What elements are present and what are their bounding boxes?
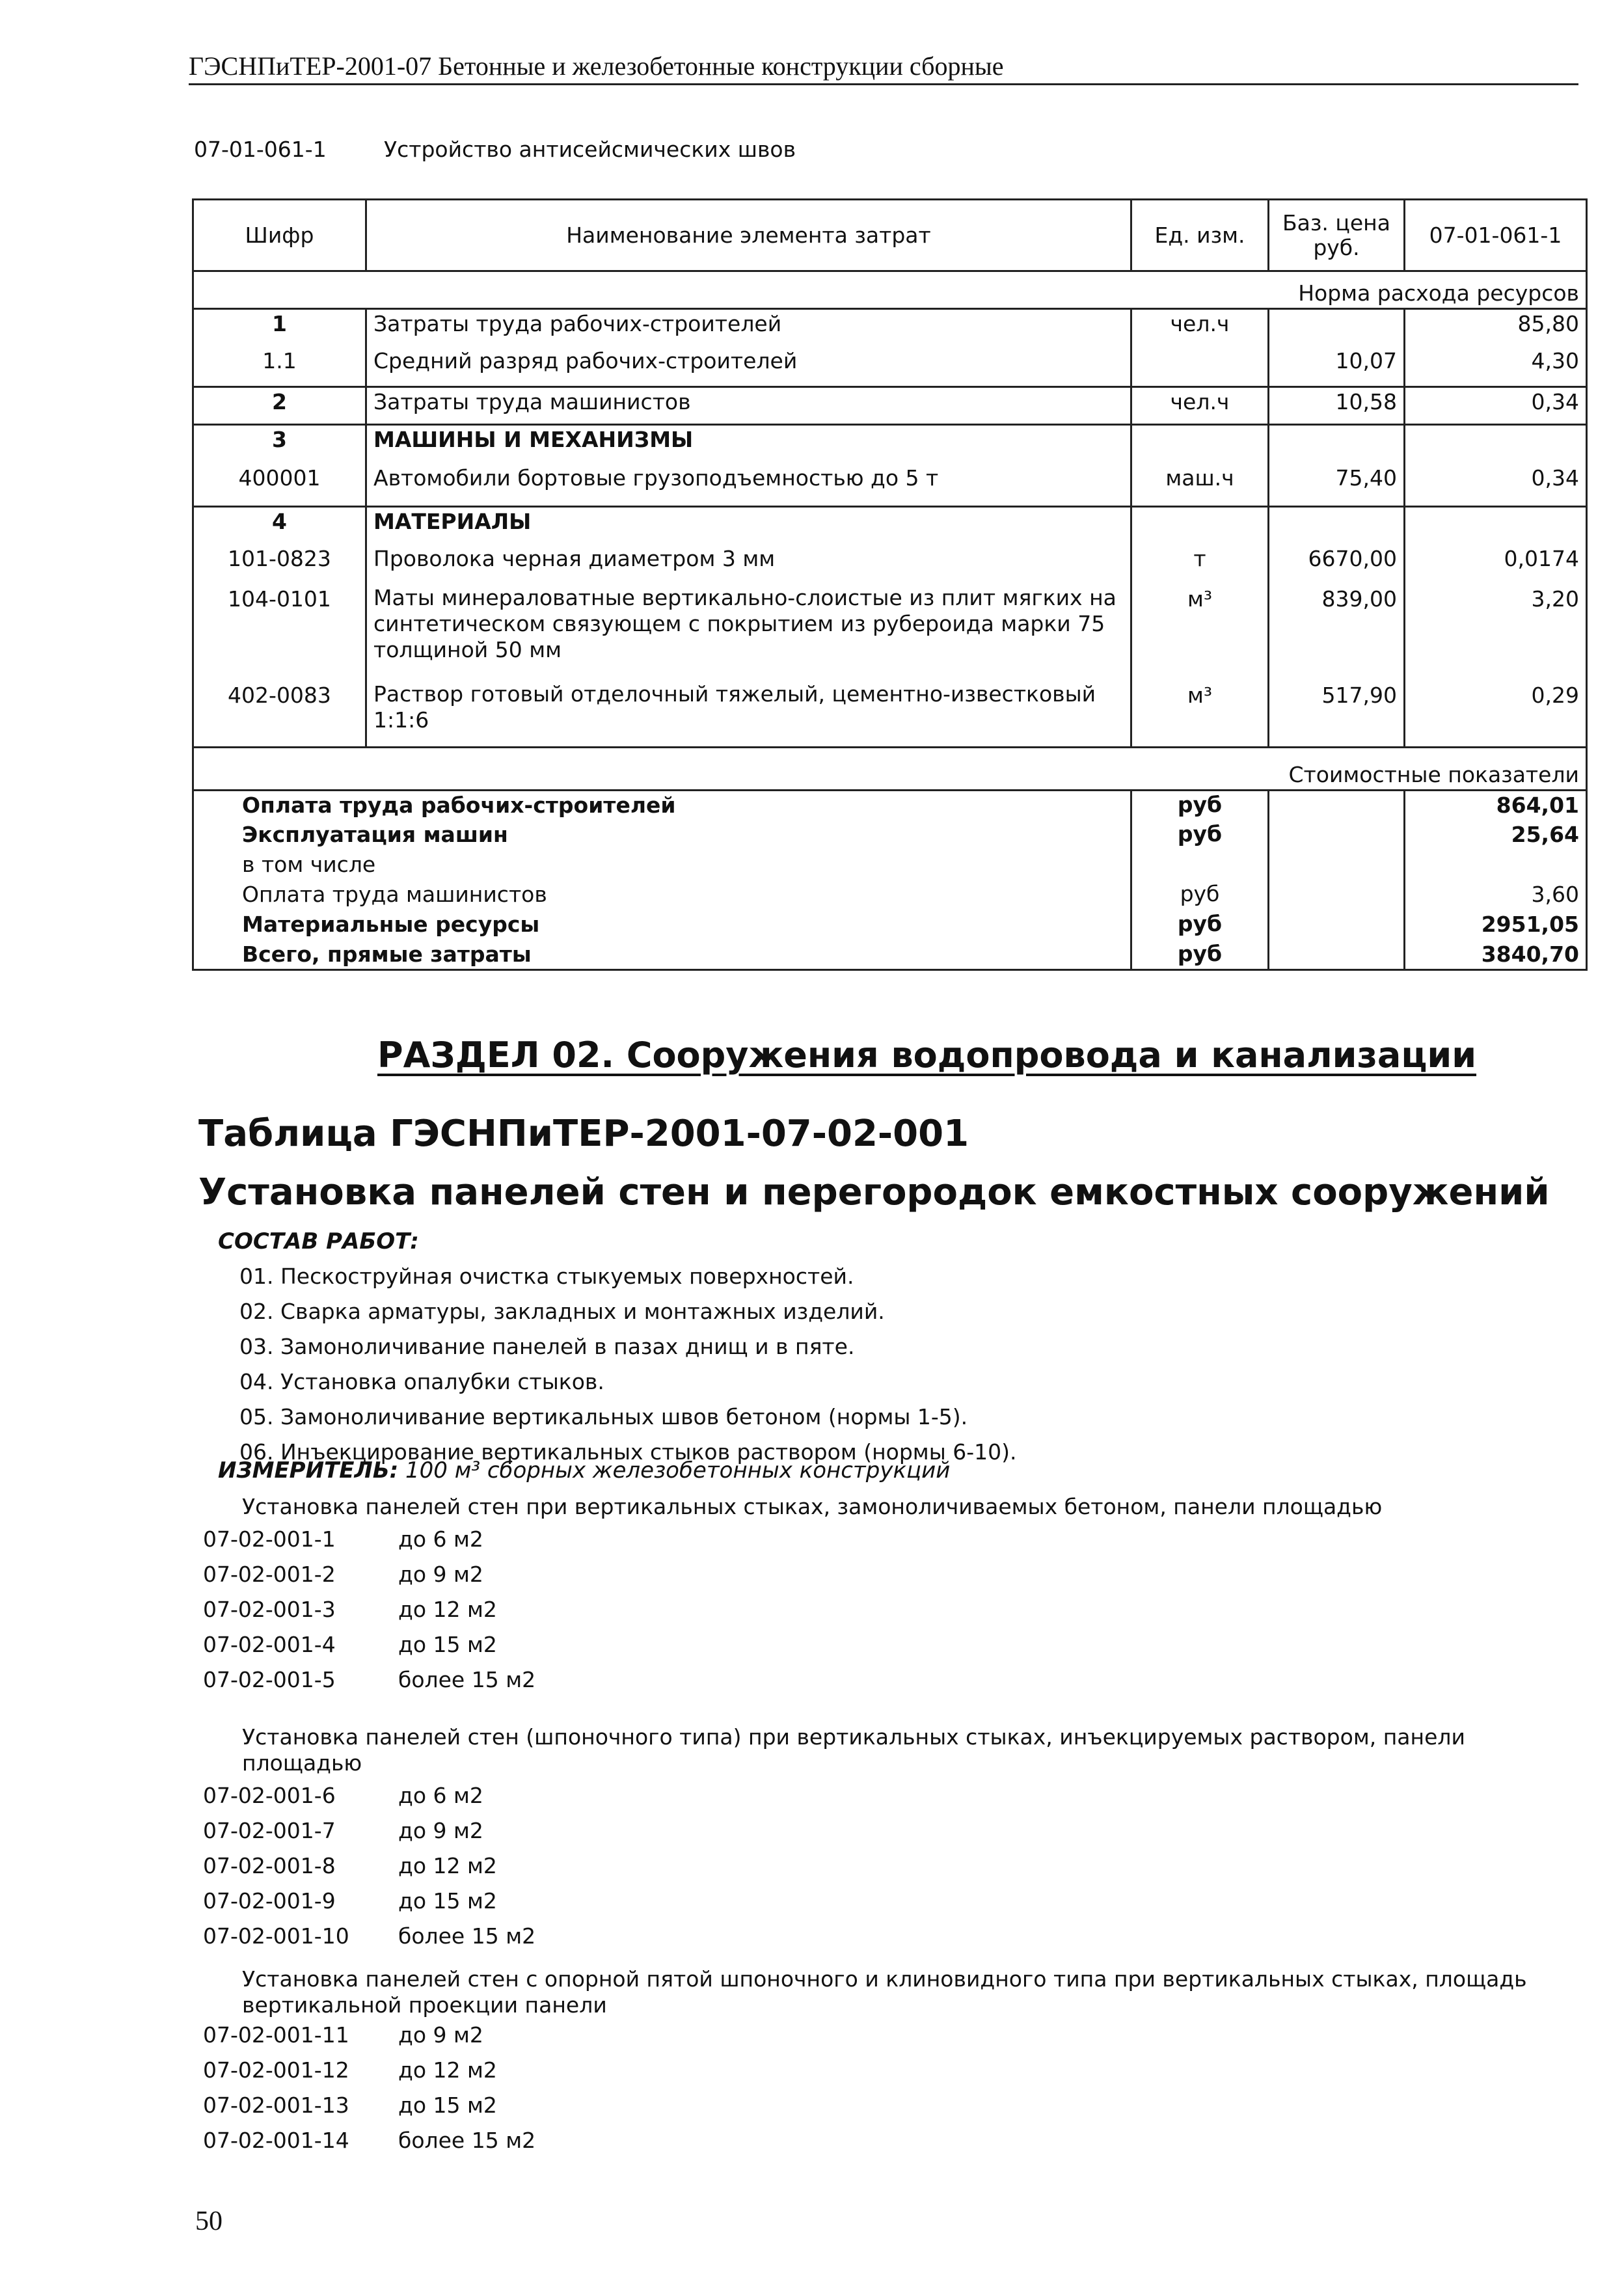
work-item: 01. Пескоструйная очистка стыкуемых поверхностей. <box>239 1264 854 1289</box>
table-row <box>193 585 1587 681</box>
cost-caption-row <box>193 748 1587 791</box>
norm-code-row <box>203 2057 658 2086</box>
row-name: Средний разряд рабочих-строителей <box>366 347 1131 387</box>
norm-code-row <box>203 1853 658 1882</box>
norm-code-row <box>203 1923 658 1952</box>
row-name: Проволока черная диаметром 3 мм <box>366 545 1131 585</box>
table-row <box>193 309 1587 347</box>
row-code: 400001 <box>193 464 366 507</box>
work-item: 02. Сварка арматуры, закладных и монтажных изделий. <box>239 1299 885 1324</box>
norm-range: до 15 м2 <box>398 1632 497 1657</box>
works-label: СОСТАВ РАБОТ: <box>218 1228 419 1254</box>
column-header-norm: 07-01-061-1 <box>1405 200 1587 271</box>
meter-line <box>218 1457 950 1483</box>
table-row <box>193 507 1587 545</box>
cost-value: 25,64 <box>1405 820 1587 850</box>
norm-code: 07-02-001-5 <box>203 1667 336 1692</box>
row-code: 104-0101 <box>193 585 366 681</box>
work-item: 04. Установка опалубки стыков. <box>239 1369 604 1394</box>
norm-caption: Норма расхода ресурсов <box>1269 271 1587 309</box>
work-item: 06. Инъекцирование вертикальных стыков раствором (нормы 6-10). <box>239 1439 1017 1465</box>
row-price: 6670,00 <box>1269 545 1405 585</box>
row-code: 1.1 <box>193 347 366 387</box>
cost-empty <box>1269 910 1405 940</box>
norm-range: до 12 м2 <box>398 1597 497 1622</box>
row-price <box>1269 309 1405 347</box>
norm-code-row <box>203 1818 658 1847</box>
cost-empty <box>1269 940 1405 970</box>
row-value: 0,34 <box>1405 387 1587 425</box>
norm-code-row <box>203 1632 658 1660</box>
norm-code-row <box>203 2128 658 2156</box>
norm-code: 07-02-001-2 <box>203 1562 336 1587</box>
cost-row <box>193 791 1587 820</box>
norm-code-row <box>203 2022 658 2051</box>
norm-code-row <box>203 1888 658 1917</box>
group-description: Установка панелей стен при вертикальных стыках, замоноличиваемых бетоном, панели площадью <box>242 1494 1383 1519</box>
table-row <box>193 425 1587 464</box>
norm-code-row <box>203 1562 658 1590</box>
column-header-name: Наименование элемента затрат <box>366 200 1131 271</box>
norm-code: 07-02-001-13 <box>203 2093 349 2118</box>
table-row <box>193 545 1587 585</box>
cost-value: 864,01 <box>1405 791 1587 820</box>
row-unit: м³ <box>1131 585 1269 681</box>
row-price: 839,00 <box>1269 585 1405 681</box>
cost-caption: Стоимостные показатели <box>1269 748 1587 791</box>
running-header: ГЭСНПиТЕР-2001-07 Бетонные и железобетонные конструкции сборные <box>189 51 1004 81</box>
norm-code-row <box>203 1597 658 1625</box>
row-value: 0,29 <box>1405 681 1587 748</box>
meter-label: ИЗМЕРИТЕЛЬ: <box>218 1457 399 1483</box>
row-value <box>1405 507 1587 545</box>
norm-range: более 15 м2 <box>398 2128 536 2153</box>
header-rule <box>189 83 1578 85</box>
row-price <box>1269 425 1405 464</box>
section-title: РАЗДЕЛ 02. Сооружения водопровода и канализации <box>377 1035 1477 1076</box>
norm-code-row <box>203 1667 658 1696</box>
cost-value: 2951,05 <box>1405 910 1587 940</box>
norm-code: 07-02-001-1 <box>203 1526 336 1552</box>
norm-range: до 6 м2 <box>398 1526 483 1552</box>
row-name: Затраты труда рабочих-строителей <box>366 309 1131 347</box>
row-name: Раствор готовый отделочный тяжелый, цементно-известковый 1:1:6 <box>366 681 1131 748</box>
norm-code-row <box>203 1783 658 1811</box>
norm-code: 07-02-001-9 <box>203 1888 336 1914</box>
subsection-title: Устройство антисейсмических швов <box>384 137 796 162</box>
cost-label: Эксплуатация машин <box>193 820 1131 850</box>
row-name: МАТЕРИАЛЫ <box>366 507 1131 545</box>
cost-unit <box>1131 850 1269 880</box>
norm-range: до 6 м2 <box>398 1783 483 1808</box>
row-code: 101-0823 <box>193 545 366 585</box>
row-unit: чел.ч <box>1131 387 1269 425</box>
row-unit: чел.ч <box>1131 309 1269 347</box>
norm-code: 07-02-001-10 <box>203 1923 349 1949</box>
norm-range: более 15 м2 <box>398 1667 536 1692</box>
row-name: Маты минераловатные вертикально-слоистые из плит мягких на синтетическом связующем с покрытием из рубероида марки 75 толщиной 50 мм <box>366 585 1131 681</box>
row-name: МАШИНЫ И МЕХАНИЗМЫ <box>366 425 1131 464</box>
cost-empty <box>1269 850 1405 880</box>
work-item: 03. Замоноличивание панелей в пазах днищ и в пяте. <box>239 1334 855 1359</box>
norm-code: 07-02-001-8 <box>203 1853 336 1878</box>
cost-row <box>193 820 1587 850</box>
norm-code: 07-02-001-4 <box>203 1632 336 1657</box>
group-description: Установка панелей стен с опорной пятой шпоночного и клиновидного типа при вертикальных стыках, площадь вертикальной проекции панели <box>242 1966 1527 2018</box>
norm-code-row <box>203 2093 658 2121</box>
cost-row <box>193 940 1587 970</box>
cost-row <box>193 910 1587 940</box>
row-price: 10,07 <box>1269 347 1405 387</box>
cost-value: 3,60 <box>1405 880 1587 910</box>
cost-label: Оплата труда рабочих-строителей <box>193 791 1131 820</box>
cost-label: в том числе <box>193 850 1131 880</box>
row-code: 4 <box>193 507 366 545</box>
norm-range: до 9 м2 <box>398 1562 483 1587</box>
table-row <box>193 347 1587 387</box>
table-row <box>193 681 1587 748</box>
row-unit: м³ <box>1131 681 1269 748</box>
row-price: 517,90 <box>1269 681 1405 748</box>
row-value <box>1405 425 1587 464</box>
row-price: 10,58 <box>1269 387 1405 425</box>
row-code: 2 <box>193 387 366 425</box>
row-value: 4,30 <box>1405 347 1587 387</box>
row-unit: маш.ч <box>1131 464 1269 507</box>
meter-value: 100 м³ сборных железобетонных конструкций <box>405 1457 951 1483</box>
row-code: 402-0083 <box>193 681 366 748</box>
norm-code: 07-02-001-11 <box>203 2022 349 2048</box>
norm-range: более 15 м2 <box>398 1923 536 1949</box>
row-value: 0,34 <box>1405 464 1587 507</box>
row-unit: т <box>1131 545 1269 585</box>
table-header-row <box>193 200 1587 271</box>
row-unit <box>1131 507 1269 545</box>
cost-value <box>1405 850 1587 880</box>
norm-code: 07-02-001-3 <box>203 1597 336 1622</box>
subsection-code: 07-01-061-1 <box>194 137 327 162</box>
work-item: 05. Замоноличивание вертикальных швов бетоном (нормы 1-5). <box>239 1404 968 1429</box>
group-description: Установка панелей стен (шпоночного типа) при вертикальных стыках, инъекцируемых раствором, панели площадью <box>242 1724 1465 1776</box>
works-title: Установка панелей стен и перегородок емкостных сооружений <box>198 1171 1550 1213</box>
cost-empty <box>1269 880 1405 910</box>
norm-code: 07-02-001-12 <box>203 2057 349 2083</box>
page-number: 50 <box>195 2206 223 2236</box>
norm-code: 07-02-001-14 <box>203 2128 349 2153</box>
norm-range: до 12 м2 <box>398 1853 497 1878</box>
row-unit <box>1131 425 1269 464</box>
row-code: 3 <box>193 425 366 464</box>
norm-caption-row <box>193 271 1587 309</box>
norm-code-row <box>203 1526 658 1555</box>
cost-empty <box>1269 820 1405 850</box>
table-title: Таблица ГЭСНПиТЕР-2001-07-02-001 <box>198 1113 969 1155</box>
norm-range: до 9 м2 <box>398 1818 483 1843</box>
row-code: 1 <box>193 309 366 347</box>
row-value: 85,80 <box>1405 309 1587 347</box>
norm-code: 07-02-001-7 <box>203 1818 336 1843</box>
resource-table <box>192 198 1588 971</box>
cost-row <box>193 850 1587 880</box>
column-header-unit: Ед. изм. <box>1131 200 1269 271</box>
norm-code: 07-02-001-6 <box>203 1783 336 1808</box>
cost-unit: руб <box>1131 791 1269 820</box>
cost-empty <box>1269 791 1405 820</box>
cost-label: Всего, прямые затраты <box>193 940 1131 970</box>
row-price: 75,40 <box>1269 464 1405 507</box>
table-row <box>193 387 1587 425</box>
row-unit <box>1131 347 1269 387</box>
norm-range: до 15 м2 <box>398 2093 497 2118</box>
cost-row <box>193 880 1587 910</box>
row-price <box>1269 507 1405 545</box>
cost-label: Материальные ресурсы <box>193 910 1131 940</box>
cost-value: 3840,70 <box>1405 940 1587 970</box>
norm-range: до 9 м2 <box>398 2022 483 2048</box>
row-name: Автомобили бортовые грузоподъемностью до 5 т <box>366 464 1131 507</box>
row-value: 0,0174 <box>1405 545 1587 585</box>
cost-unit: руб <box>1131 910 1269 940</box>
cost-unit: руб <box>1131 940 1269 970</box>
row-name: Затраты труда машинистов <box>366 387 1131 425</box>
row-value: 3,20 <box>1405 585 1587 681</box>
cost-label: Оплата труда машинистов <box>193 880 1131 910</box>
column-header-price: Баз. цена руб. <box>1269 200 1405 271</box>
norm-range: до 12 м2 <box>398 2057 497 2083</box>
table-row <box>193 464 1587 507</box>
cost-unit: руб <box>1131 880 1269 910</box>
cost-unit: руб <box>1131 820 1269 850</box>
norm-range: до 15 м2 <box>398 1888 497 1914</box>
column-header-code: Шифр <box>193 200 366 271</box>
